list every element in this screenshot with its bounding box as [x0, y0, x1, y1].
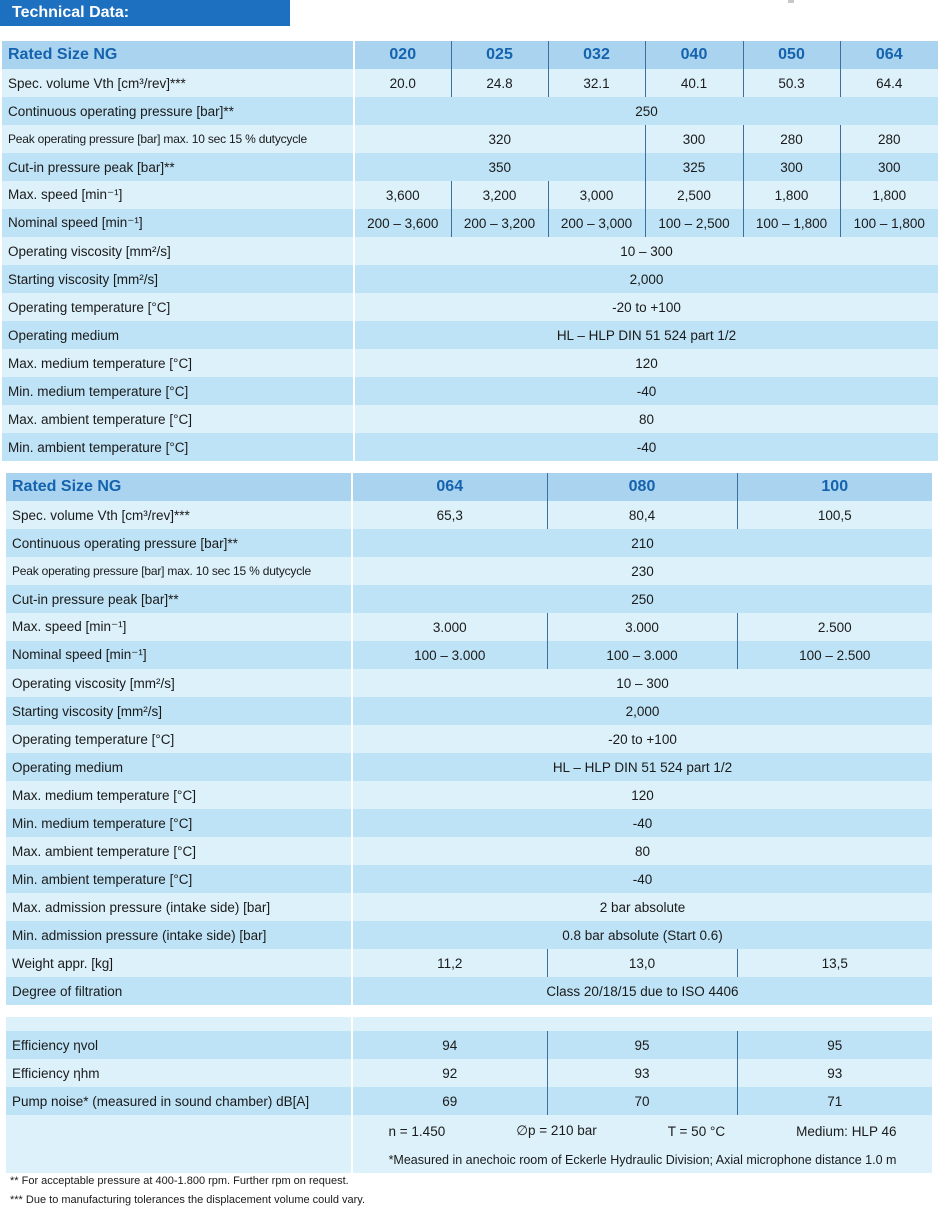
table-row: [2, 153, 938, 181]
cell-value: 69: [352, 1087, 547, 1115]
row-label: Max. ambient temperature [°C]: [6, 837, 352, 865]
cell-value: 320: [354, 125, 645, 153]
table-row: [2, 349, 938, 377]
table-row: [2, 321, 938, 349]
row-label: Min. ambient temperature [°C]: [6, 865, 352, 893]
row-label: Operating medium: [2, 321, 354, 349]
cell-value: 93: [547, 1059, 737, 1087]
footnote: *** Due to manufacturing tolerances the displacement volume could vary.: [10, 1194, 366, 1206]
table-row: [6, 529, 932, 557]
row-label: Operating viscosity [mm²/s]: [2, 237, 354, 265]
row-label: Max. speed [min⁻¹]: [2, 181, 354, 209]
row-label: Cut-in pressure peak [bar]**: [2, 153, 354, 181]
row-label: Spec. volume Vth [cm³/rev]***: [6, 501, 352, 529]
cell-value: -40: [352, 865, 932, 893]
cell-value: 100 – 2,500: [645, 209, 743, 237]
size-header: 020: [354, 41, 451, 69]
decorative-mark: [788, 0, 794, 3]
cell-value: 350: [354, 153, 645, 181]
table-row: [2, 405, 938, 433]
cell-value: -40: [354, 433, 938, 461]
size-header: 064: [352, 473, 547, 501]
table-row: [6, 641, 932, 669]
cell-value: 10 – 300: [352, 669, 932, 697]
conditions-cell: [352, 1115, 932, 1147]
cell-value: -20 to +100: [354, 293, 938, 321]
table-row: [6, 865, 932, 893]
row-label: Min. admission pressure (intake side) [bar]: [6, 921, 352, 949]
cell-value: 70: [547, 1087, 737, 1115]
table-row: [6, 725, 932, 753]
cell-value: 120: [354, 349, 938, 377]
cell-value: 2,000: [352, 697, 932, 725]
table-row: [2, 181, 938, 209]
row-label: Weight appr. [kg]: [6, 949, 352, 977]
cell-value: 1,800: [840, 181, 938, 209]
technical-data-table-2: [6, 473, 932, 1005]
row-label: Max. medium temperature [°C]: [6, 781, 352, 809]
row-label: Cut-in pressure peak [bar]**: [6, 585, 352, 613]
cell-value: 325: [645, 153, 743, 181]
cell-value: 200 – 3,600: [354, 209, 451, 237]
cell-value: -20 to +100: [352, 725, 932, 753]
table-row: [6, 697, 932, 725]
cell-value: 3,000: [548, 181, 645, 209]
cell-value: 50.3: [743, 69, 840, 97]
table-row: [6, 1017, 932, 1031]
table-row: [6, 809, 932, 837]
cell-value: 100 – 3.000: [352, 641, 547, 669]
cell-value: 95: [737, 1031, 932, 1059]
cell-value: -40: [354, 377, 938, 405]
table-row: [6, 949, 932, 977]
cell-value: 92: [352, 1059, 547, 1087]
row-label: Max. medium temperature [°C]: [2, 349, 354, 377]
row-label: Operating medium: [6, 753, 352, 781]
cell-value: 3.000: [352, 613, 547, 641]
table-row: [2, 377, 938, 405]
row-label: Peak operating pressure [bar] max. 10 sec 15 % dutycycle: [2, 125, 354, 153]
cell-value: 40.1: [645, 69, 743, 97]
cell-value: 3,600: [354, 181, 451, 209]
row-label: Degree of filtration: [6, 977, 352, 1005]
row-label: Efficiency ηvol: [6, 1031, 352, 1059]
table-row: [2, 293, 938, 321]
size-header: 064: [840, 41, 938, 69]
row-label: Continuous operating pressure [bar]**: [2, 97, 354, 125]
cell-value: 0.8 bar absolute (Start 0.6): [352, 921, 932, 949]
cell-value: -40: [352, 809, 932, 837]
cell-value: 120: [352, 781, 932, 809]
cell-value: 100 – 2.500: [737, 641, 932, 669]
spacer-cell: [352, 1017, 932, 1031]
cell-value: 11,2: [352, 949, 547, 977]
cell-value: 2,000: [354, 265, 938, 293]
table-row: [2, 265, 938, 293]
cell-value: 13,5: [737, 949, 932, 977]
cell-value: HL – HLP DIN 51 524 part 1/2: [354, 321, 938, 349]
table-row: [6, 1087, 932, 1115]
cell-value: 10 – 300: [354, 237, 938, 265]
size-header: 080: [547, 473, 737, 501]
table1-header-row: [2, 41, 938, 69]
row-label: Spec. volume Vth [cm³/rev]***: [2, 69, 354, 97]
cell-value: 1,800: [743, 181, 840, 209]
cell-value: 3.000: [547, 613, 737, 641]
cell-value: 300: [840, 153, 938, 181]
cell-value: 100,5: [737, 501, 932, 529]
table-row: [6, 753, 932, 781]
cell-value: 280: [840, 125, 938, 153]
cell-value: 80: [354, 405, 938, 433]
row-label: Nominal speed [min⁻¹]: [2, 209, 354, 237]
cell-value: 64.4: [840, 69, 938, 97]
cell-value: 20.0: [354, 69, 451, 97]
cell-value: 200 – 3,200: [451, 209, 548, 237]
cell-value: 71: [737, 1087, 932, 1115]
table-row: [6, 669, 932, 697]
table-row: [2, 125, 938, 153]
table-row: [2, 69, 938, 97]
row-label: Pump noise* (measured in sound chamber) dB[A]: [6, 1087, 352, 1115]
table-row: [6, 893, 932, 921]
cell-value: 100 – 1,800: [840, 209, 938, 237]
medium-condition: Medium: HLP 46: [796, 1123, 897, 1139]
section-title: Technical Data:: [0, 0, 290, 26]
cell-value: 300: [645, 125, 743, 153]
technical-data-table-1: [2, 41, 938, 461]
size-header: 050: [743, 41, 840, 69]
cell-value: Class 20/18/15 due to ISO 4406: [352, 977, 932, 1005]
row-label: Operating temperature [°C]: [6, 725, 352, 753]
row-label: Peak operating pressure [bar] max. 10 sec 15 % dutycycle: [6, 557, 352, 585]
cell-value: 95: [547, 1031, 737, 1059]
row-label: Min. medium temperature [°C]: [6, 809, 352, 837]
cell-value: 80,4: [547, 501, 737, 529]
table-row: [6, 781, 932, 809]
size-header: 032: [548, 41, 645, 69]
table-row: [6, 977, 932, 1005]
table-row: [6, 501, 932, 529]
row-label: Operating temperature [°C]: [2, 293, 354, 321]
table-row: [6, 837, 932, 865]
row-label: Max. admission pressure (intake side) [bar]: [6, 893, 352, 921]
table-row: [2, 97, 938, 125]
cell-value: 200 – 3,000: [548, 209, 645, 237]
rated-size-label: Rated Size NG: [2, 41, 354, 69]
cell-value: 32.1: [548, 69, 645, 97]
cell-value: 100 – 1,800: [743, 209, 840, 237]
table2-header-row: [6, 473, 932, 501]
cell-value: 280: [743, 125, 840, 153]
cell-value: 3,200: [451, 181, 548, 209]
table-row: [6, 613, 932, 641]
measurement-note: *Measured in anechoic room of Eckerle Hydraulic Division; Axial microphone distance 1.0 m: [352, 1147, 932, 1173]
cell-value: 94: [352, 1031, 547, 1059]
table-row: [2, 433, 938, 461]
size-header: 100: [737, 473, 932, 501]
row-label: Min. medium temperature [°C]: [2, 377, 354, 405]
table-row: [6, 1115, 932, 1147]
cell-value: 93: [737, 1059, 932, 1087]
table-row: [6, 557, 932, 585]
cell-value: 210: [352, 529, 932, 557]
cell-value: 100 – 3.000: [547, 641, 737, 669]
cell-value: 2 bar absolute: [352, 893, 932, 921]
empty-label-cell: [6, 1115, 352, 1173]
pressure-condition: ∅p = 210 bar: [516, 1123, 597, 1138]
row-label: Efficiency ηhm: [6, 1059, 352, 1087]
speed-condition: n = 1.450: [388, 1123, 446, 1139]
efficiency-table: [6, 1017, 932, 1173]
size-header: 025: [451, 41, 548, 69]
table-row: [2, 237, 938, 265]
cell-value: 13,0: [547, 949, 737, 977]
cell-value: 300: [743, 153, 840, 181]
table-row: [6, 921, 932, 949]
table-row: [2, 209, 938, 237]
table-row: [6, 585, 932, 613]
row-label: Max. ambient temperature [°C]: [2, 405, 354, 433]
row-label: Continuous operating pressure [bar]**: [6, 529, 352, 557]
row-label: Max. speed [min⁻¹]: [6, 613, 352, 641]
cell-value: 2.500: [737, 613, 932, 641]
row-label: Starting viscosity [mm²/s]: [6, 697, 352, 725]
table-row: [6, 1059, 932, 1087]
cell-value: 2,500: [645, 181, 743, 209]
cell-value: 250: [352, 585, 932, 613]
row-label: Operating viscosity [mm²/s]: [6, 669, 352, 697]
spacer-cell: [6, 1017, 352, 1031]
size-header: 040: [645, 41, 743, 69]
table-row: [6, 1031, 932, 1059]
cell-value: HL – HLP DIN 51 524 part 1/2: [352, 753, 932, 781]
cell-value: 230: [352, 557, 932, 585]
temperature-condition: T = 50 °C: [667, 1123, 726, 1139]
cell-value: 24.8: [451, 69, 548, 97]
row-label: Min. ambient temperature [°C]: [2, 433, 354, 461]
cell-value: 65,3: [352, 501, 547, 529]
row-label: Nominal speed [min⁻¹]: [6, 641, 352, 669]
cell-value: 80: [352, 837, 932, 865]
row-label: Starting viscosity [mm²/s]: [2, 265, 354, 293]
rated-size-label: Rated Size NG: [6, 473, 352, 501]
footnote: ** For acceptable pressure at 400-1.800 rpm. Further rpm on request.: [10, 1175, 349, 1187]
cell-value: 250: [354, 97, 938, 125]
